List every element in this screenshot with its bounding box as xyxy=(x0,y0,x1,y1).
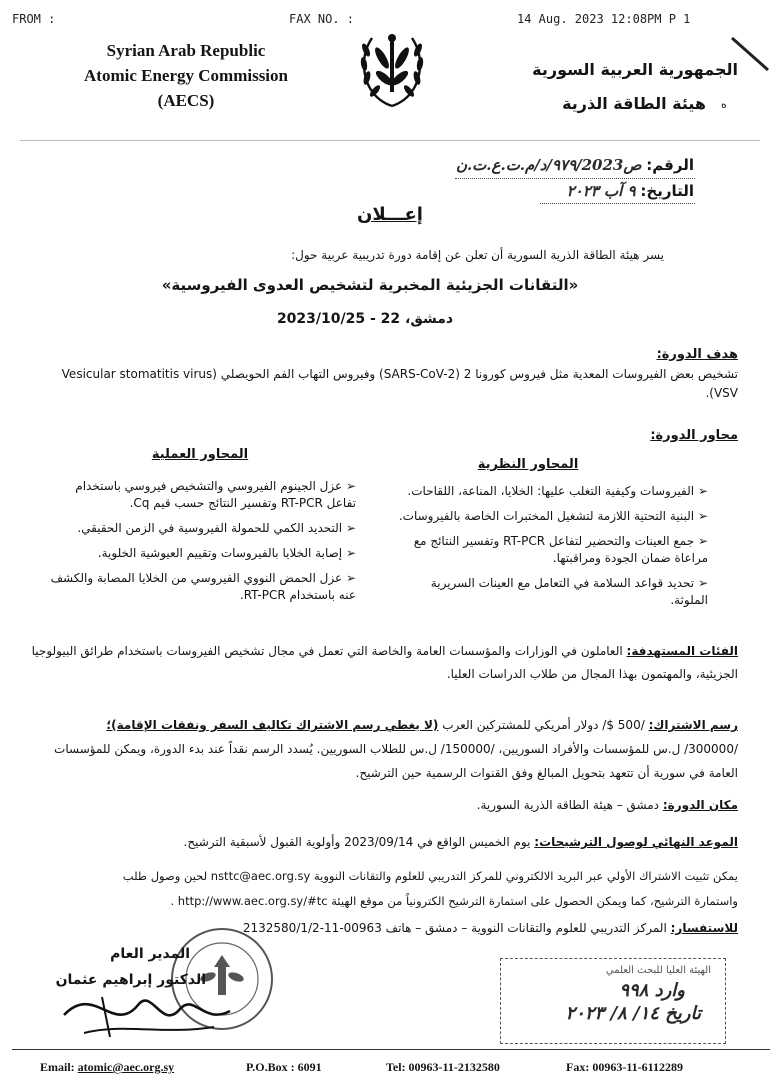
inquiry-label: للاستفسار: xyxy=(670,921,738,935)
announcement-title: إعـــلان xyxy=(357,204,423,225)
date-dotted-line xyxy=(540,203,695,204)
footer-email-link[interactable]: atomic@aec.org.sy xyxy=(77,1060,175,1074)
fax-number-label: FAX NO. : xyxy=(289,12,355,26)
theory-axes-list xyxy=(396,483,708,609)
registration-line1[interactable]: يمكن تثبيت الاشتراك الأولي عبر البريد الالكتروني للمركز التدريبي للعلوم والتقانات النووية nsttc@aec.org.sy لحين وصول طلب xyxy=(122,869,738,883)
list-item: ➢ عزل الجينوم الفيروسي والتشخيص فيروسي باستخدام تفاعل RT-PCR وتفسير النتائج حسب قيم Cq. xyxy=(75,479,356,510)
arabic-letterhead-country: الجمهورية العربية السورية xyxy=(532,60,738,79)
signature-name: الدكتور إبراهيم عثمان xyxy=(55,972,206,988)
goal-text: تشخيص بعض الفيروسات المعدية مثل فيروس كورونا 2 (SARS-CoV-2) وفيروس التهاب الفم الحويصلي (Vesicular stomatitis virus VSV). xyxy=(61,367,738,400)
letterhead-country: Syrian Arab Republic xyxy=(106,41,266,60)
course-title: «التقانات الجزيئية المخبرية لتشخيص العدوى الفيروسية» xyxy=(161,276,579,294)
receipt-stamp-number: وارد ٩٩٨ xyxy=(619,980,685,1001)
list-item: ➢ الفيروسات وكيفية التغلب عليها: الخلايا، المناعة، اللقاحات. xyxy=(407,484,708,498)
footer-pobox: P.O.Box : 6091 xyxy=(246,1060,322,1074)
atom-wreath-emblem-icon xyxy=(356,30,428,112)
inquiry-block xyxy=(24,921,738,935)
venue-text: دمشق – هيئة الطاقة الذرية السورية. xyxy=(476,798,660,812)
venue-block xyxy=(24,798,738,812)
inquiry-text: المركز التدريبي للعلوم والتقانات النووية – دمشق – هاتف 00963-11-2132580/1/2 xyxy=(242,921,667,935)
date-block xyxy=(454,182,694,200)
footer-divider xyxy=(12,1049,770,1050)
deadline-text: يوم الخميس الواقع في 2023/09/14 وأولوية القبول لأسبقية الترشيح. xyxy=(183,835,531,849)
footer-fax: Fax: 00963-11-6112289 xyxy=(566,1060,683,1074)
reference-block xyxy=(364,156,694,174)
deadline-label: الموعد النهائي لوصول الترشيحات: xyxy=(534,835,738,849)
registration-block xyxy=(24,864,738,914)
fee-line1: /500 $/ دولار أمريكي للمشتركين العرب xyxy=(442,718,645,732)
signature-title: المدير العام xyxy=(110,946,190,962)
arabic-letterhead-org: هيئة الطاقة الذرية xyxy=(562,94,706,113)
fax-timestamp: 14 Aug. 2023 12:08PM P 1 xyxy=(517,12,691,26)
goal-label: هدف الدورة: xyxy=(656,347,738,362)
announcement-intro: يسر هيئة الطاقة الذرية السورية أن تعلن عن إقامة دورة تدريبية عربية حول: xyxy=(291,248,664,262)
english-letterhead xyxy=(56,38,316,113)
list-item: ➢ عزل الحمض النووي الفيروسي من الخلايا المصابة والكشف عنه باستخدام RT-PCR. xyxy=(50,571,356,602)
date-label: التاريخ: xyxy=(640,182,694,200)
theory-axes-title: المحاور النظرية xyxy=(477,457,579,472)
receipt-stamp xyxy=(500,958,726,1044)
target-text: العاملون في الوزارات والمؤسسات العامة والخاصة التي تعمل في مجال تشخيص الفيروسات باستخدام طرائق البيولوجيا الجزيئية، والمهتمون بهذا المجال من طلاب الدراسات العليا. xyxy=(31,644,738,681)
fee-exclusion-note: (لا يغطي رسم الاشتراك تكاليف السفر ونفقات الإقامة)؛ xyxy=(106,718,439,732)
course-dates: دمشق، 22 - 2023/10/25 xyxy=(276,311,454,327)
date-value: ٩ آب ٢٠٢٣ xyxy=(566,182,636,200)
deadline-block xyxy=(24,835,738,849)
letterhead-acronym: (AECS) xyxy=(157,91,215,110)
list-item: ➢ إصابة الخلايا بالفيروسات وتقييم العيوشية الخلوية. xyxy=(97,546,356,560)
reference-number-label: الرقم: xyxy=(646,156,694,174)
header-divider xyxy=(20,140,760,141)
practical-axes-list xyxy=(44,478,356,604)
handwritten-signature-icon xyxy=(54,975,244,1047)
registration-line2[interactable]: واستمارة الترشيح، كما ويمكن الحصول على استمارة الترشيح الكترونياً من موقع الهيئة http://www.aec.org.sy/#tc . xyxy=(170,894,738,908)
fee-details: /300000/ ل.س للمؤسسات والأفراد السوريين، /150000/ ل.س للطلاب السوريين. يُسدد الرسم نقداً عند بدء الدورة، ويمكن للمؤسسات العامة في سورية أن تتعهد بتحويل المبالغ وفق القنوات الرسمية حين الترشيح. xyxy=(54,742,738,780)
receipt-stamp-date: تاريخ ١٤/ ٨/ ٢٠٢٣ xyxy=(565,1003,701,1024)
reference-number-value: ص٩٧٩/2023/د/م.ت.ع.ت.ن xyxy=(455,156,642,174)
margin-mark: ه xyxy=(721,98,727,111)
reference-dotted-line xyxy=(455,178,695,179)
axes-label: محاور الدورة: xyxy=(650,428,738,443)
list-item: ➢ البنية التحتية اللازمة لتشغيل المختبرات الخاصة بالفيروسات. xyxy=(398,509,708,523)
footer-email xyxy=(40,1060,174,1075)
practical-axes-title: المحاور العملية xyxy=(151,447,249,462)
venue-label: مكان الدورة: xyxy=(662,798,738,812)
list-item: ➢ التحديد الكمي للحمولة الفيروسية في الزمن الحقيقي. xyxy=(77,521,356,535)
footer-phone: Tel: 00963-11-2132580 xyxy=(386,1060,500,1074)
fee-block xyxy=(24,713,738,785)
target-label: الفئات المستهدفة: xyxy=(626,644,738,658)
receipt-stamp-org: الهيئة العليا للبحث العلمي xyxy=(605,965,711,976)
list-item: ➢ تحديد قواعد السلامة في التعامل مع العينات السريرية الملوثة. xyxy=(430,576,708,607)
list-item: ➢ جمع العينات والتحضير لتفاعل RT-PCR وتفسير النتائج مع مراعاة ضمان الجودة ومراقبتها. xyxy=(413,534,708,565)
fax-from: FROM : xyxy=(12,12,56,26)
target-groups xyxy=(24,640,738,686)
fee-label: رسم الاشتراك: xyxy=(648,718,738,732)
letterhead-org: Atomic Energy Commission xyxy=(84,66,288,85)
footer-email-label: Email: xyxy=(40,1060,75,1074)
